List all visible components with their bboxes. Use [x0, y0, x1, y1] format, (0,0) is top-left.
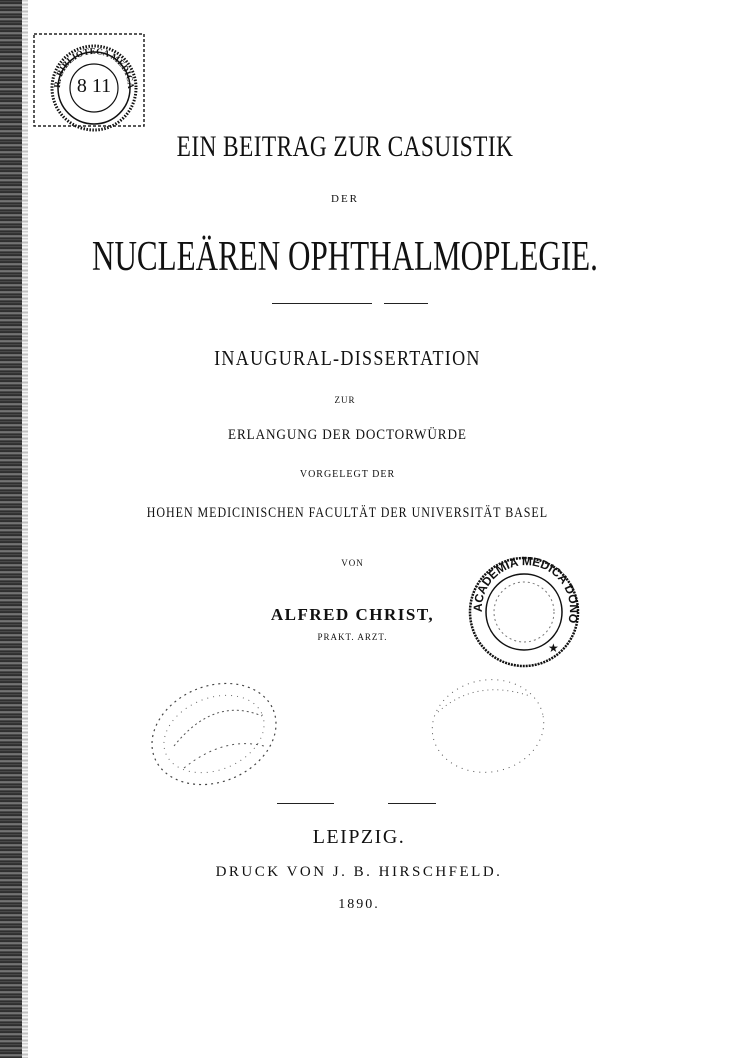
- imprint-printer: DRUCK VON J. B. HIRSCHFELD.: [215, 864, 503, 880]
- title-line-2: NUCLEÄREN OPHTHALMOPLEGIE.: [92, 234, 598, 280]
- faculty-line: HOHEN MEDICINISCHEN FACULTÄT DER UNIVERSITÄT BASEL: [146, 505, 549, 521]
- imprint-rule-right: [388, 803, 436, 804]
- title-connector: DER: [331, 193, 359, 205]
- presented-line: VORGELEGT DER: [299, 469, 396, 480]
- svg-text:ACADEMIA MEDICA DONO: [471, 554, 581, 624]
- academia-stamp-star: ★: [548, 641, 559, 655]
- imprint-year: 1890.: [338, 897, 380, 912]
- imprint-rule-left: [277, 803, 334, 804]
- faded-stamp-left: [144, 676, 284, 792]
- library-stamp-top-left: [28, 24, 152, 132]
- purpose-line: ERLANGUNG DER DOCTORWÜRDE: [228, 427, 467, 443]
- faded-stamp-right: [426, 672, 550, 780]
- imprint-place: LEIPZIG.: [312, 826, 406, 848]
- academia-stamp-right: [464, 552, 584, 668]
- author-title: PRAKT. ARZT.: [317, 632, 388, 642]
- academia-stamp-text: ACADEMIA MEDICA DONO: [470, 554, 581, 625]
- zur-line: ZUR: [334, 395, 356, 405]
- author-name: ALFRED CHRIST,: [270, 605, 435, 624]
- title-rule-left: [272, 303, 372, 304]
- library-stamp-shelfmark: 8 11: [76, 75, 112, 97]
- von-line: VON: [341, 558, 364, 568]
- document-type: INAUGURAL-DISSERTATION: [214, 346, 481, 370]
- title-line-1: EIN BEITRAG ZUR CASUISTIK: [176, 130, 514, 163]
- title-rule-right: [384, 303, 428, 304]
- library-stamp-ring-text: R. BIBLIOTECA MEDICA ANE DALLIA: [28, 24, 137, 89]
